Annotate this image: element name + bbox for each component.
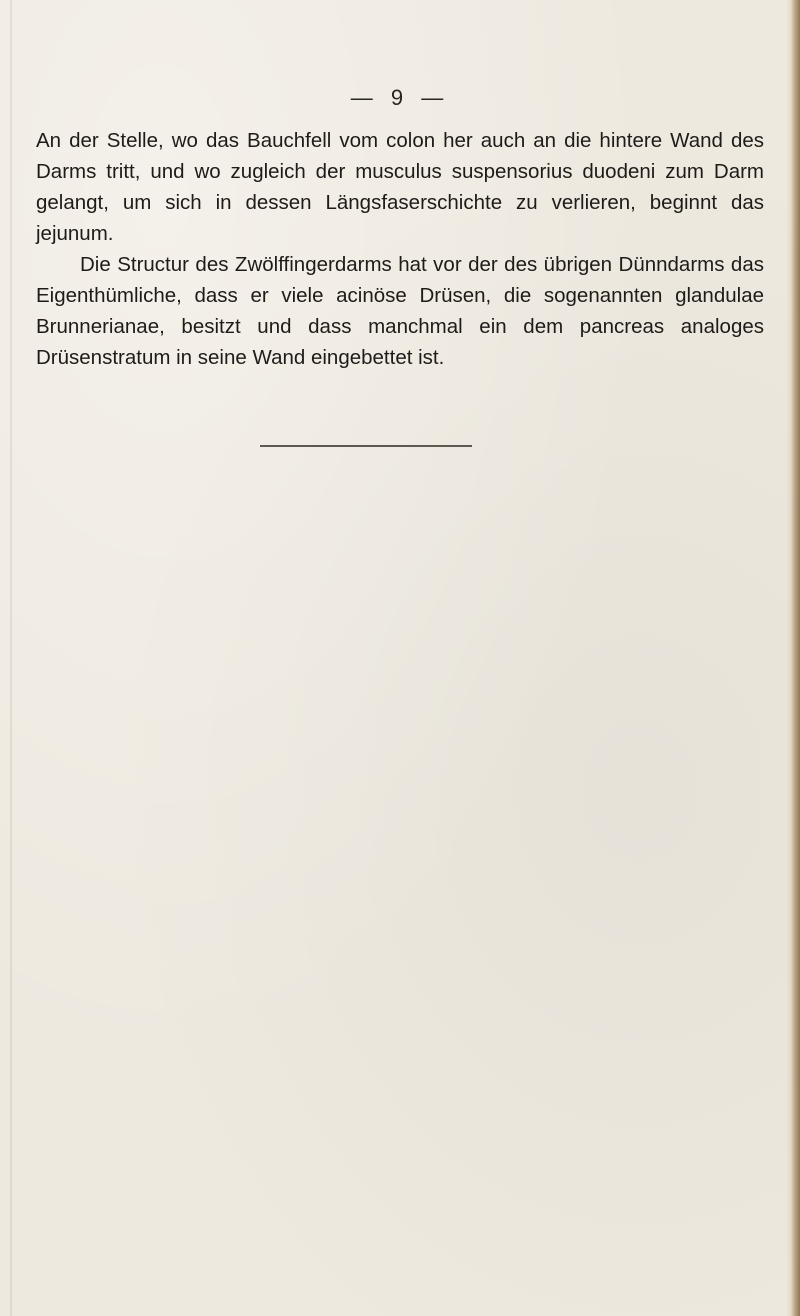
body-text xyxy=(36,125,764,373)
left-margin-shadow xyxy=(10,0,12,1316)
page-number: — 9 — xyxy=(350,85,450,110)
section-divider xyxy=(260,445,472,447)
paragraph-2: Die Structur des Zwölffingerdarms hat vor der des übrigen Dünndarms das Eigenthümliche, dass er viele acinöse Drüsen, die sogenannten glandulae Brunnerianae, besitzt und dass manchmal ein dem pancreas analoges Drüsenstratum in seine Wand eingebettet ist. xyxy=(36,253,764,369)
right-edge-binding xyxy=(786,0,800,1316)
paragraph-1: An der Stelle, wo das Bauchfell vom colon her auch an die hintere Wand des Darms tritt, und wo zugleich der musculus suspensorius duodeni zum Darm gelangt, um sich in dessen Längsfaserschichte zu verlieren, beginnt das jejunum. xyxy=(36,129,764,245)
